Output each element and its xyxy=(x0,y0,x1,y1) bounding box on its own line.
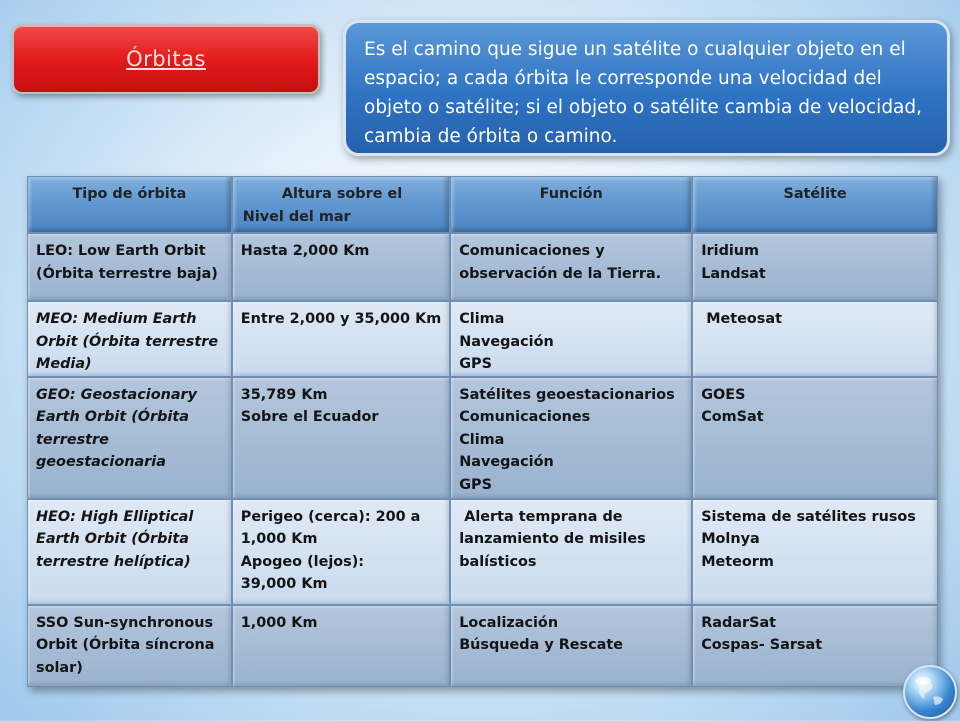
cell-tipo xyxy=(27,499,232,605)
table-row xyxy=(27,605,938,687)
orbitas-title-button[interactable] xyxy=(12,24,320,94)
cell-line: Sistema de satélites rusos xyxy=(701,508,916,525)
table-row xyxy=(27,301,938,377)
cell-line: Meteorm xyxy=(701,553,774,570)
globe-icon[interactable] xyxy=(903,665,957,719)
cell-line: Landsat xyxy=(701,265,766,282)
cell-funcion xyxy=(450,605,692,687)
globe-icon-graphic xyxy=(905,667,955,717)
cell-altura xyxy=(232,605,450,687)
header-tipo: Tipo de órbita xyxy=(27,176,232,233)
cell-line: Perigeo (cerca): 200 a xyxy=(240,508,421,525)
cell-tipo xyxy=(27,605,232,687)
cell-line: Clima xyxy=(459,311,505,327)
cell-funcion xyxy=(450,233,692,301)
cell-line: GPS xyxy=(459,476,492,493)
cell-line: Iridium xyxy=(701,243,760,259)
cell-line: observación de la Tierra. xyxy=(459,265,662,282)
cell-line: SSO Sun-synchronous xyxy=(36,614,214,631)
cell-tipo xyxy=(27,301,232,377)
cell-line: GPS xyxy=(459,356,492,372)
cell-altura xyxy=(232,499,450,605)
cell-line: Localización xyxy=(459,614,559,631)
cell-line: Media) xyxy=(36,356,92,372)
cell-line: GEO: Geostacionary xyxy=(36,386,198,403)
cell-line: Sobre el Ecuador xyxy=(240,409,379,425)
cell-line: terrestre xyxy=(36,431,109,448)
cell-line: Cospas- Sarsat xyxy=(701,637,823,653)
header-satelite: Satélite xyxy=(692,176,938,233)
cell-line: RadarSat xyxy=(701,614,777,631)
header-altura xyxy=(232,176,450,233)
cell-line: Comunicaciones y xyxy=(459,243,605,259)
cell-tipo xyxy=(27,377,232,499)
cell-altura xyxy=(232,377,450,499)
table-row xyxy=(27,377,938,499)
table-row xyxy=(27,233,938,301)
cell-line: 39,000 Km xyxy=(240,576,328,592)
table-header-row xyxy=(27,176,938,233)
orbits-table xyxy=(27,176,938,687)
cell-satelite xyxy=(692,301,938,377)
cell-line: Clima xyxy=(459,431,505,448)
cell-line: geoestacionaria xyxy=(36,454,166,470)
cell-line: Meteosat xyxy=(701,311,782,327)
orbitas-link[interactable]: Órbitas xyxy=(126,47,206,71)
cell-funcion xyxy=(450,301,692,377)
cell-line: LEO: Low Earth Orbit xyxy=(36,243,206,259)
cell-line: Navegación xyxy=(459,454,554,470)
cell-line: Hasta 2,000 Km xyxy=(240,243,370,259)
cell-line: Búsqueda y Rescate xyxy=(459,637,624,653)
header-funcion: Función xyxy=(450,176,692,233)
cell-satelite xyxy=(692,377,938,499)
cell-satelite xyxy=(692,499,938,605)
table-row xyxy=(27,499,938,605)
cell-altura xyxy=(232,301,450,377)
cell-funcion xyxy=(450,377,692,499)
cell-line: terrestre helíptica) xyxy=(36,553,191,570)
cell-line: lanzamiento de misiles xyxy=(459,531,646,547)
cell-line: 35,789 Km xyxy=(240,386,328,403)
cell-line: 1,000 Km xyxy=(240,614,318,631)
cell-line: Apogeo (lejos): xyxy=(240,553,365,570)
cell-satelite xyxy=(692,605,938,687)
cell-line: HEO: High Elliptical xyxy=(36,508,194,525)
cell-line: ComSat xyxy=(701,409,764,425)
definition-callout xyxy=(343,20,950,156)
cell-line: Comunicaciones xyxy=(459,409,591,425)
cell-tipo xyxy=(27,233,232,301)
cell-line: Earth Orbit (Órbita xyxy=(36,409,189,425)
header-altura-line1: Altura sobre el xyxy=(281,186,403,202)
cell-line: Orbit (Órbita síncrona xyxy=(36,637,215,653)
cell-funcion xyxy=(450,499,692,605)
cell-line: Earth Orbit (Órbita xyxy=(36,531,189,547)
definition-text: Es el camino que sigue un satélite o cualquier objeto en el espacio; a cada órbita le corresponde una velocidad del objeto o satélite; si el objeto o satélite cambia de velocidad, cambia de órbita o camino. xyxy=(364,39,923,147)
cell-altura xyxy=(232,233,450,301)
cell-line: Molnya xyxy=(701,531,760,547)
cell-line: balísticos xyxy=(459,553,537,570)
cell-line: Entre 2,000 y 35,000 Km xyxy=(240,311,442,327)
cell-line: Alerta temprana de xyxy=(459,508,623,525)
cell-satelite xyxy=(692,233,938,301)
cell-line: Satélites geoestacionarios xyxy=(459,386,675,403)
header-altura-line2: Nivel del mar xyxy=(242,208,351,225)
cell-line: 1,000 Km xyxy=(240,531,318,547)
cell-line: Navegación xyxy=(459,333,554,350)
cell-line: GOES xyxy=(701,386,746,403)
cell-line: (Órbita terrestre baja) xyxy=(36,265,218,282)
cell-line: MEO: Medium Earth xyxy=(36,311,197,327)
cell-line: Orbit (Órbita terrestre xyxy=(36,333,219,350)
cell-line: solar) xyxy=(36,659,83,676)
